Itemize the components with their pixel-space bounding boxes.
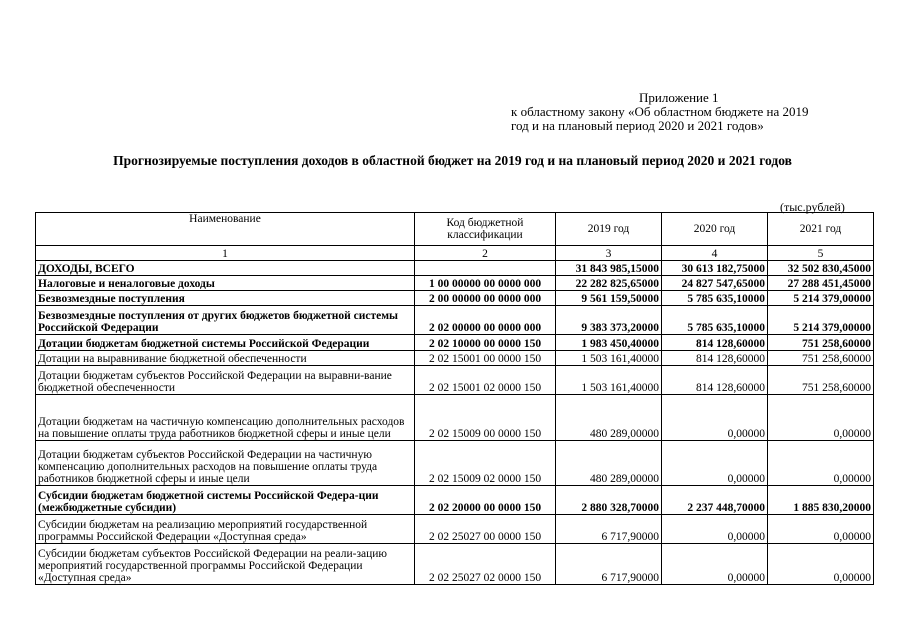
table-row <box>36 395 874 441</box>
row-code-cell: 2 02 20000 00 0000 150 <box>415 486 556 515</box>
row-2019-cell: 1 503 161,40000 <box>556 351 662 366</box>
row-2019-cell: 6 717,90000 <box>556 544 662 585</box>
row-2019-cell: 2 880 328,70000 <box>556 486 662 515</box>
table-row <box>36 276 874 291</box>
row-name-cell: Субсидии бюджетам бюджетной системы Российской Федера-ции (межбюджетные субсидии) <box>36 486 415 515</box>
revenue-table <box>35 212 874 585</box>
row-2020-cell: 0,00000 <box>662 544 768 585</box>
table-row <box>36 306 874 335</box>
header-2021: 2021 год <box>768 213 874 246</box>
table-row <box>36 291 874 306</box>
row-2021-cell: 5 214 379,00000 <box>768 306 874 335</box>
appendix-line-2: год и на плановый период 2020 и 2021 годов» <box>511 118 764 133</box>
table-row <box>36 441 874 486</box>
row-2021-cell: 1 885 830,20000 <box>768 486 874 515</box>
header-2020: 2020 год <box>662 213 768 246</box>
row-2021-cell: 0,00000 <box>768 544 874 585</box>
row-2021-cell: 751 258,60000 <box>768 335 874 351</box>
row-2019-cell: 1 983 450,40000 <box>556 335 662 351</box>
row-2020-cell: 30 613 182,75000 <box>662 261 768 276</box>
document-title: Прогнозируемые поступления доходов в областной бюджет на 2019 год и на плановый период 2020 и 2021 годов <box>113 153 792 168</box>
table-row <box>36 515 874 544</box>
row-name-cell: Дотации бюджетам субъектов Российской Федерации на выравни-вание бюджетной обеспеченности <box>36 366 415 395</box>
row-code-cell: 2 02 25027 00 0000 150 <box>415 515 556 544</box>
table-row <box>36 351 874 366</box>
column-index-row <box>36 246 874 261</box>
row-name-cell: Дотации на выравнивание бюджетной обеспеченности <box>36 351 415 366</box>
row-name-cell: Субсидии бюджетам на реализацию мероприятий государственной программы Российской Федерации «Доступная среда» <box>36 515 415 544</box>
row-2019-cell: 9 383 373,20000 <box>556 306 662 335</box>
table-row <box>36 335 874 351</box>
row-name-cell: Налоговые и неналоговые доходы <box>36 276 415 291</box>
row-2021-cell: 0,00000 <box>768 441 874 486</box>
row-name-cell: Субсидии бюджетам субъектов Российской Федерации на реали-зацию мероприятий государственной программы Российской Федерации «Доступная среда» <box>36 544 415 585</box>
index-cell: 5 <box>768 246 874 261</box>
row-code-cell <box>415 261 556 276</box>
row-code-cell: 2 02 00000 00 0000 000 <box>415 306 556 335</box>
row-2019-cell: 9 561 159,50000 <box>556 291 662 306</box>
table-header-row <box>36 213 874 246</box>
index-cell: 4 <box>662 246 768 261</box>
row-name-cell: ДОХОДЫ, ВСЕГО <box>36 261 415 276</box>
row-2021-cell: 0,00000 <box>768 515 874 544</box>
appendix-note <box>511 91 883 133</box>
row-2021-cell: 751 258,60000 <box>768 366 874 395</box>
index-cell: 2 <box>415 246 556 261</box>
table-row <box>36 544 874 585</box>
row-2021-cell: 32 502 830,45000 <box>768 261 874 276</box>
row-2019-cell: 1 503 161,40000 <box>556 366 662 395</box>
row-2020-cell: 0,00000 <box>662 395 768 441</box>
row-2020-cell: 2 237 448,70000 <box>662 486 768 515</box>
row-2019-cell: 6 717,90000 <box>556 515 662 544</box>
row-2020-cell: 5 785 635,10000 <box>662 306 768 335</box>
row-2021-cell: 0,00000 <box>768 395 874 441</box>
row-name-cell: Безвозмездные поступления <box>36 291 415 306</box>
row-2019-cell: 31 843 985,15000 <box>556 261 662 276</box>
row-2020-cell: 814 128,60000 <box>662 335 768 351</box>
row-2020-cell: 5 785 635,10000 <box>662 291 768 306</box>
row-2019-cell: 480 289,00000 <box>556 441 662 486</box>
row-code-cell: 1 00 00000 00 0000 000 <box>415 276 556 291</box>
header-code: Код бюджетной классификации <box>415 213 556 246</box>
row-code-cell: 2 00 00000 00 0000 000 <box>415 291 556 306</box>
row-code-cell: 2 02 15009 00 0000 150 <box>415 395 556 441</box>
row-2021-cell: 751 258,60000 <box>768 351 874 366</box>
header-2019: 2019 год <box>556 213 662 246</box>
appendix-line-1: к областному закону «Об областном бюджете на 2019 <box>511 104 809 119</box>
row-name-cell: Дотации бюджетам бюджетной системы Российской Федерации <box>36 335 415 351</box>
row-2020-cell: 814 128,60000 <box>662 351 768 366</box>
row-2021-cell: 27 288 451,45000 <box>768 276 874 291</box>
row-code-cell: 2 02 15009 02 0000 150 <box>415 441 556 486</box>
header-name: Наименование <box>36 213 415 246</box>
row-name-cell: Безвозмездные поступления от других бюджетов бюджетной системы Российской Федерации <box>36 306 415 335</box>
row-2020-cell: 0,00000 <box>662 441 768 486</box>
row-code-cell: 2 02 10000 00 0000 150 <box>415 335 556 351</box>
row-name-cell: Дотации бюджетам на частичную компенсацию дополнительных расходов на повышение оплаты труда работников бюджетной сферы и иные цели <box>36 395 415 441</box>
row-2019-cell: 480 289,00000 <box>556 395 662 441</box>
table-row <box>36 366 874 395</box>
index-cell: 3 <box>556 246 662 261</box>
appendix-number: Приложение 1 <box>639 90 719 105</box>
index-cell: 1 <box>36 246 415 261</box>
row-2021-cell: 5 214 379,00000 <box>768 291 874 306</box>
row-2020-cell: 24 827 547,65000 <box>662 276 768 291</box>
row-2020-cell: 0,00000 <box>662 515 768 544</box>
table-row <box>36 261 874 276</box>
row-name-cell: Дотации бюджетам субъектов Российской Федерации на частичную компенсацию дополнительных расходов на повышение оплаты труда работников бюджетной сферы и иные цели <box>36 441 415 486</box>
row-code-cell: 2 02 15001 00 0000 150 <box>415 351 556 366</box>
table-row <box>36 486 874 515</box>
row-2020-cell: 814 128,60000 <box>662 366 768 395</box>
row-2019-cell: 22 282 825,65000 <box>556 276 662 291</box>
row-code-cell: 2 02 25027 02 0000 150 <box>415 544 556 585</box>
units-label: (тыс.рублей) <box>780 200 845 214</box>
row-code-cell: 2 02 15001 02 0000 150 <box>415 366 556 395</box>
